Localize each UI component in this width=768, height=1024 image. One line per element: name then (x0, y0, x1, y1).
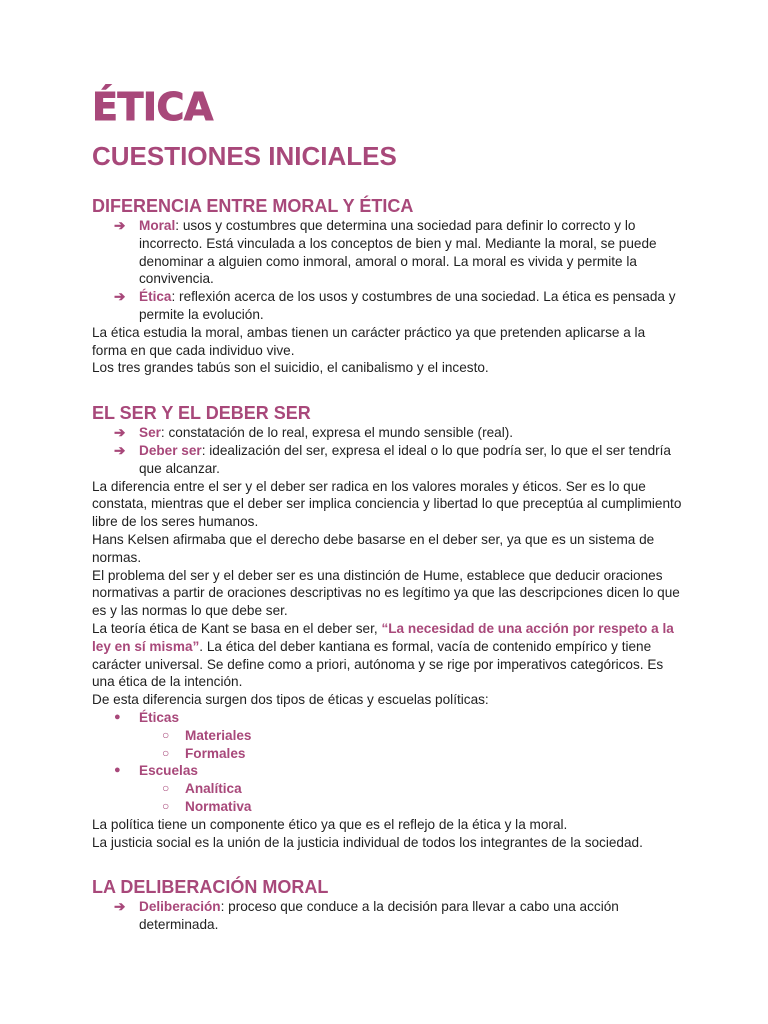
paragraph: Los tres grandes tabús son el suicidio, el canibalismo y el incesto. (92, 360, 489, 376)
paragraph-kant (92, 620, 682, 691)
kant-text-after: . La ética del deber kantiana es formal, vacía de contenido empírico y tiene carácter universal. Se define como a priori, autónoma y se rige por imperativos categóricos. Es una ética de la intención. (92, 638, 664, 690)
page-subtitle: CUESTIONES INICIALES (92, 141, 397, 171)
arrow-item-deliberacion (92, 898, 682, 934)
term-moral: Moral (139, 218, 176, 233)
sub-list-item (92, 745, 682, 763)
kant-quote: “La necesidad de una acción por respeto a la ley en sí misma” (92, 620, 674, 654)
section-heading-deliberacion: LA DELIBERACIÓN MORAL (92, 877, 329, 898)
definition-deliberacion: : proceso que conduce a la decisión para llevar a cabo una acción determinada. (139, 899, 619, 933)
arrow-item-deber-ser (92, 442, 682, 478)
ring-bullet-icon: ○ (162, 727, 170, 742)
arrow-icon: ➔ (114, 289, 126, 305)
paragraph: La diferencia entre el ser y el deber ser radica en los valores morales y éticos. Ser es lo que constata, mientras que el deber ser implica conciencia y libertad lo que preceptúa al cumplimiento libre de los seres humanos. (92, 478, 682, 530)
definition-ser: : constatación de lo real, expresa el mundo sensible (real). (160, 425, 514, 441)
definition-moral: : usos y costumbres que determina una sociedad para definir lo correcto y lo incorrecto. Está vinculada a los conceptos de bien y mal. Mediante la moral, se puede denominar a alguien como inmoral, amoral o moral. La moral es vivida y permite la convivencia. (139, 218, 657, 287)
sub-list-label: Materiales (185, 727, 252, 743)
list-item-eticas (92, 709, 682, 727)
arrow-icon: ➔ (114, 899, 126, 915)
document-content (92, 84, 682, 934)
bullet-icon: ● (114, 710, 121, 723)
kant-text-before: La teoría ética de Kant se basa en el deber ser, (92, 620, 382, 636)
definition-etica: : reflexión acerca de los usos y costumbres de una sociedad. La ética es pensada y permite la evolución. (139, 289, 676, 322)
list-label: Éticas (139, 709, 180, 725)
term-etica: Ética (139, 289, 172, 305)
paragraph: La ética estudia la moral, ambas tienen un carácter práctico ya que pretenden aplicarse a la forma en que cada individuo vive. (92, 324, 646, 358)
term-deber-ser: Deber ser (139, 442, 202, 458)
arrow-item-etica (92, 288, 682, 324)
term-ser: Ser (139, 425, 161, 441)
list-intro: De esta diferencia surgen dos tipos de éticas y escuelas políticas: (92, 692, 489, 708)
ring-bullet-icon: ○ (162, 781, 170, 796)
sub-list-label: Analítica (185, 781, 242, 797)
paragraph: La política tiene un componente ético ya que es el reflejo de la ética y la moral. (92, 816, 568, 832)
paragraph: La justicia social es la unión de la justicia individual de todos los integrantes de la sociedad. (92, 834, 643, 850)
sub-list-item (92, 780, 682, 798)
sub-list-item (92, 727, 682, 745)
page-title: ÉTICA (92, 85, 213, 129)
ring-bullet-icon: ○ (162, 798, 170, 813)
ring-bullet-icon: ○ (162, 745, 170, 760)
section-heading-moral-etica: DIFERENCIA ENTRE MORAL Y ÉTICA (92, 196, 414, 216)
list-item-escuelas (92, 762, 682, 780)
arrow-icon: ➔ (114, 442, 126, 458)
paragraph: El problema del ser y el deber ser es una distinción de Hume, establece que deducir oraciones normativas a partir de oraciones descriptivas no es legítimo ya que las descripciones dicen lo que es y las normas lo que debe ser. (92, 567, 680, 619)
arrow-item-ser (92, 424, 682, 442)
arrow-item-moral (92, 217, 682, 288)
sub-list-label: Formales (185, 745, 246, 761)
paragraph: Hans Kelsen afirmaba que el derecho debe basarse en el deber ser, ya que es un sistema de normas. (92, 531, 655, 565)
arrow-icon: ➔ (114, 218, 126, 233)
definition-deber-ser: : idealización del ser, expresa el ideal o lo que podría ser, lo que el ser tendría que alcanzar. (139, 442, 671, 476)
bullet-icon: ● (114, 764, 121, 777)
sub-list-item (92, 798, 682, 816)
term-deliberacion: Deliberación (139, 899, 221, 915)
list-label: Escuelas (139, 763, 198, 779)
arrow-icon: ➔ (114, 425, 126, 441)
sub-list-label: Normativa (185, 798, 252, 814)
section-heading-ser-deber-ser: EL SER Y EL DEBER SER (92, 403, 311, 424)
